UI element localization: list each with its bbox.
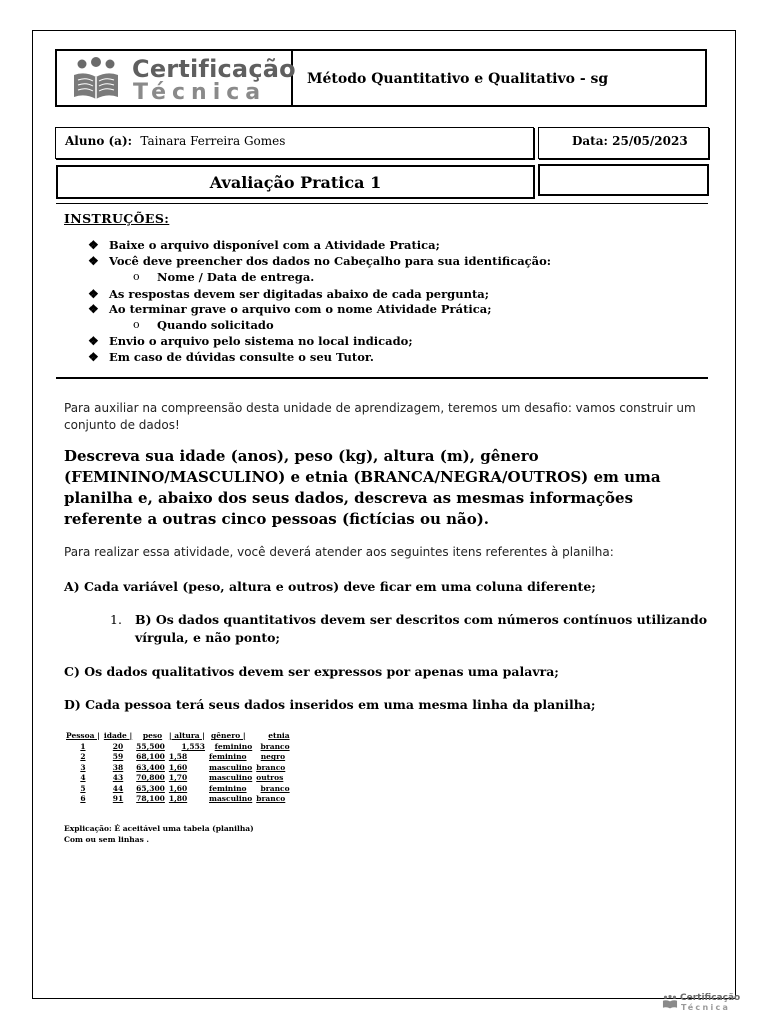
explanation-line2: Com ou sem linhas . xyxy=(64,835,150,844)
diamond-bullet-icon: ❖ xyxy=(88,238,99,252)
diamond-bullet-icon: ❖ xyxy=(88,334,99,348)
requirement-c: C) Os dados qualitativos devem ser expressos por apenas uma palavra; xyxy=(64,664,559,679)
date-field xyxy=(538,127,709,159)
requirement-b-line1: B) Os dados quantitativos devem ser descritos com números contínuos utilizando xyxy=(135,612,708,627)
footer-logo-line2: Técnica xyxy=(681,1003,731,1012)
data-table xyxy=(64,731,292,805)
table-header-row xyxy=(64,731,292,742)
grade-box xyxy=(538,164,709,196)
logo-line1: Certificação xyxy=(132,55,296,83)
task-paragraph: Descreva sua idade (anos), peso (kg), altura (m), gênero (FEMININO/MASCULINO) e etnia (BRANCA/NEGRA/OUTROS) em uma planilha e, abaixo dos seus dados, descreva as mesmas informações referente a outras cinco pessoas (fictícias ou não). xyxy=(64,447,661,528)
footer-logo xyxy=(662,993,741,1015)
diamond-bullet-icon: ❖ xyxy=(88,302,99,316)
book-people-icon xyxy=(662,994,678,1010)
header-cell: | altura | xyxy=(168,731,206,741)
explanation-note xyxy=(64,823,254,845)
date-value: 25/05/2023 xyxy=(612,134,688,148)
table-row: 5 44 65,300 1,60 feminino branco xyxy=(80,783,290,793)
header-cell: etnia xyxy=(268,731,290,741)
footer-logo-line1: Certificação xyxy=(680,993,741,1003)
table-row: 4 43 70,800 1,70 masculino outros xyxy=(80,773,284,783)
requirement-number: 1. xyxy=(110,612,122,627)
table-row: 1 20 55,500 1,553 feminino branco xyxy=(80,741,290,751)
requirement-d: D) Cada pessoa terá seus dados inseridos em uma mesma linha da planilha; xyxy=(64,697,596,712)
circle-bullet-icon: o xyxy=(133,270,140,283)
diamond-bullet-icon: ❖ xyxy=(88,350,99,364)
book-people-icon xyxy=(71,57,121,101)
student-field xyxy=(55,127,534,159)
table-row: 6 91 78,100 1,80 masculino branco xyxy=(80,794,286,804)
header-cell: gênero | xyxy=(211,731,246,741)
instructions-title: INSTRUÇÕES: xyxy=(64,211,170,226)
intro-paragraph: Para auxiliar na compreensão desta unidade de aprendizagem, teremos um desafio: vamos construir um conjunto de dados! xyxy=(64,401,696,432)
date-label: Data: xyxy=(572,134,608,148)
logo-line2: Técnica xyxy=(133,80,267,105)
circle-bullet-icon: o xyxy=(133,318,140,331)
document-header xyxy=(55,49,707,107)
requirement-b-line2: vírgula, e não ponto; xyxy=(135,630,281,645)
student-name: Tainara Ferreira Gomes xyxy=(140,134,286,148)
requirements-intro: Para realizar essa atividade, você deverá atender aos seguintes itens referentes à planilha: xyxy=(64,545,614,559)
table-row: 3 38 63,400 1,60 masculino branco xyxy=(80,762,286,772)
student-label: Aluno (a): xyxy=(65,134,133,148)
section-separator xyxy=(56,377,708,379)
header-cell: idade | xyxy=(103,731,133,741)
evaluation-title: Avaliação Pratica 1 xyxy=(56,165,535,199)
diamond-bullet-icon: ❖ xyxy=(88,287,99,301)
diamond-bullet-icon: ❖ xyxy=(88,254,99,268)
course-title: Método Quantitativo e Qualitativo - sg xyxy=(307,71,609,87)
explanation-line1: Explicação: É aceitável uma tabela (planilha) xyxy=(64,824,254,833)
header-cell: peso xyxy=(142,731,163,741)
requirement-a: A) Cada variável (peso, altura e outros) deve ficar em uma coluna diferente; xyxy=(64,579,596,594)
divider xyxy=(56,203,708,204)
header-cell: Pessoa | xyxy=(66,731,100,741)
logo xyxy=(57,51,296,105)
table-row: 2 59 68,100 1,58 feminino negro xyxy=(80,752,286,762)
